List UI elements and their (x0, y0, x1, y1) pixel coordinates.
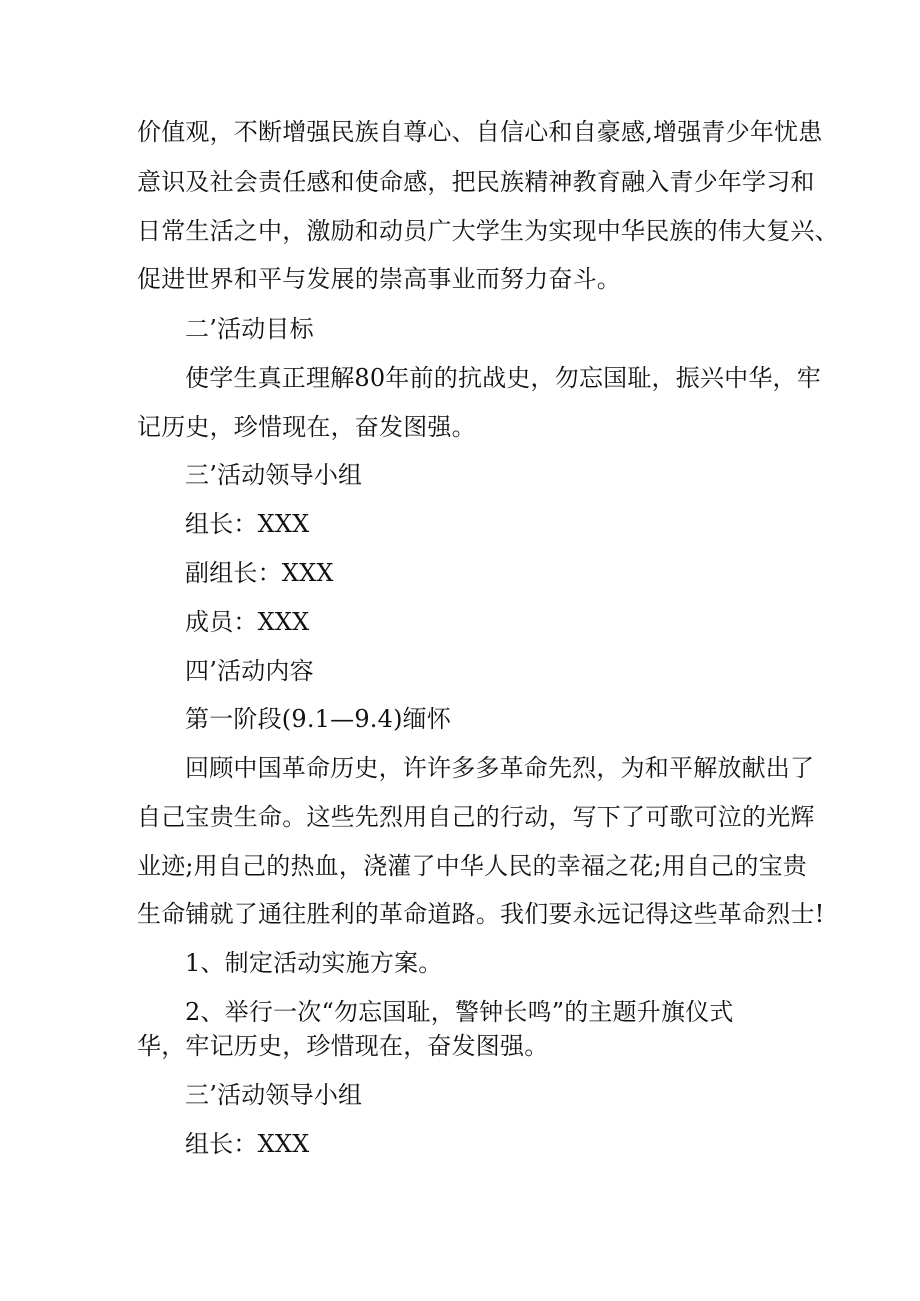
paragraph-line: 业迹;用自己的热血，浇灌了中华人民的幸福之花;用自己的宝贵 (137, 852, 807, 880)
paragraph-line: 回顾中国革命历史，许许多多革命先烈，为和平解放献出了 (185, 754, 815, 782)
paragraph-line: 自己宝贵生命。这些先烈用自己的行动，写下了可歌可泣的光辉 (137, 803, 815, 831)
paragraph-line: 记历史，珍惜现在，奋发图强。 (137, 413, 476, 441)
paragraph-line: 价值观，不断增强民族自尊心、自信心和自豪感,增强青少年忧患 (137, 118, 823, 146)
paragraph-line: 意识及社会责任感和使命感，把民族精神教育融入青少年学习和 (137, 168, 815, 196)
member-line: 组长：XXX (185, 1130, 310, 1158)
member-line: 组长：XXX (185, 510, 310, 538)
section-heading: 三’活动领导小组 (185, 461, 363, 489)
section-heading: 二’活动目标 (185, 315, 314, 343)
member-line: 副组长：XXX (185, 559, 334, 587)
paragraph-line: 日常生活之中，激励和动员广大学生为实现中华民族的伟大复兴、 (137, 217, 839, 245)
section-heading: 三’活动领导小组 (185, 1081, 363, 1109)
list-item: 2、举行一次“勿忘国耻，警钟长鸣”的主题升旗仪式 (185, 998, 734, 1026)
paragraph-line: 华，牢记历史，珍惜现在，奋发图强。 (137, 1032, 549, 1060)
member-line: 成员：XXX (185, 608, 310, 636)
section-heading: 四’活动内容 (185, 657, 314, 685)
paragraph-line: 生命铺就了通往胜利的革命道路。我们要永远记得这些革命烈士! (137, 900, 825, 928)
paragraph-line: 使学生真正理解80年前的抗战史，勿忘国耻，振兴中华，牢 (185, 364, 821, 392)
paragraph-line: 促进世界和平与发展的崇高事业而努力奋斗。 (137, 265, 621, 293)
phase-heading: 第一阶段(9.1—9.4)缅怀 (185, 705, 452, 733)
list-item: 1、制定活动实施方案。 (185, 949, 443, 977)
